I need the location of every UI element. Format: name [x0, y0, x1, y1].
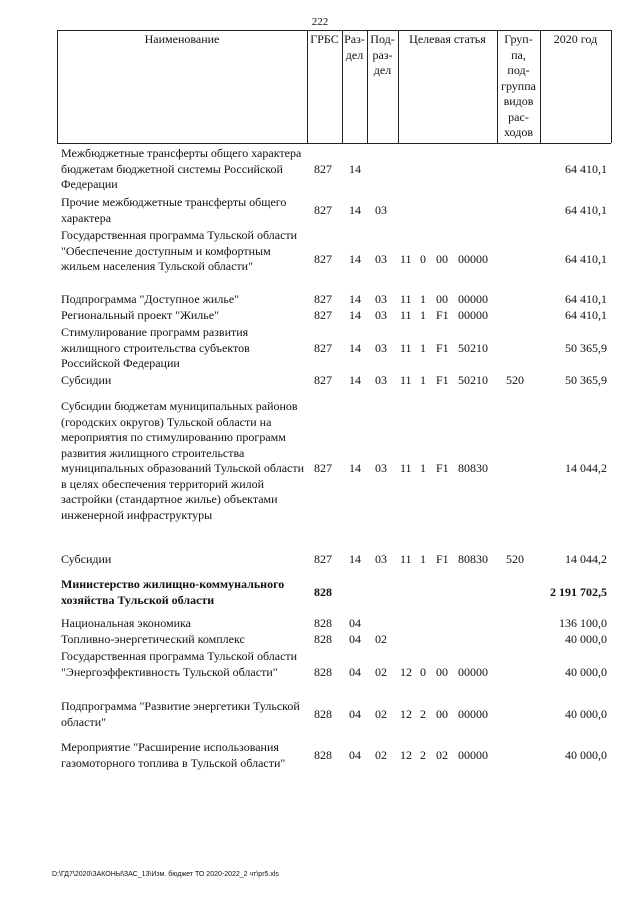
row-name: Региональный проект "Жилье": [61, 308, 219, 322]
row-rz: 14: [349, 162, 361, 176]
row-grbs: 827: [314, 162, 332, 176]
row-name: Государственная программа Тульской области "Энергоэффективность Тульской области": [61, 649, 298, 679]
row-t4: 00000: [458, 252, 488, 266]
row-pr: 03: [375, 252, 387, 266]
row-rz: 14: [349, 373, 361, 387]
row-rz: 14: [349, 203, 361, 217]
row-t1: 11: [400, 341, 412, 355]
header-razdel: Раз- дел: [344, 32, 365, 62]
row-rz: 14: [349, 292, 361, 306]
row-t1: 12: [400, 665, 412, 679]
row-grbs: 827: [314, 252, 332, 266]
row-t2: 0: [420, 252, 426, 266]
row-rz: 04: [349, 748, 361, 762]
row-pr: 03: [375, 373, 387, 387]
row-pr: 03: [375, 461, 387, 475]
row-t1: 12: [400, 707, 412, 721]
file-path-footer: D:\ГД7\2020\ЗАКОНЫ\ЗАС_13\Изм. бюджет ТО 2020-2022_2 чт\pr5.xls: [52, 871, 279, 878]
row-sum: 40 000,0: [565, 665, 607, 679]
row-t3: 00: [436, 665, 448, 679]
row-name: Субсидии: [61, 552, 112, 566]
row-t4: 00000: [458, 308, 488, 322]
row-t1: 12: [400, 748, 412, 762]
row-t4: 50210: [458, 341, 488, 355]
row-grbs: 827: [314, 552, 332, 566]
row-t3: 02: [436, 748, 448, 762]
row-grbs: 828: [314, 616, 332, 630]
row-grbs: 827: [314, 292, 332, 306]
row-pr: 03: [375, 341, 387, 355]
row-sum: 14 044,2: [565, 552, 607, 566]
row-name: Национальная экономика: [61, 616, 191, 630]
row-name: Подпрограмма "Развитие энергетики Тульской области": [61, 699, 300, 729]
row-pr: 03: [375, 308, 387, 322]
header-grbs: ГРБС: [310, 32, 339, 46]
row-grbs: 828: [314, 585, 332, 599]
page-number: 222: [311, 16, 329, 28]
row-rz: 04: [349, 616, 361, 630]
header-name: Наименование: [144, 32, 220, 46]
row-grbs: 827: [314, 373, 332, 387]
row-grbs: 828: [314, 665, 332, 679]
row-name: Топливно-энергетический комплекс: [61, 632, 245, 646]
row-name: Стимулирование программ развития жилищного строительства субъектов Российской Федерации: [61, 325, 250, 370]
row-grbs: 828: [314, 748, 332, 762]
row-sum: 40 000,0: [565, 748, 607, 762]
row-vr: 520: [506, 373, 524, 387]
row-t2: 1: [420, 373, 426, 387]
row-sum: 14 044,2: [565, 461, 607, 475]
row-grbs: 827: [314, 461, 332, 475]
row-pr: 03: [375, 292, 387, 306]
row-t3: 00: [436, 252, 448, 266]
row-t2: 1: [420, 292, 426, 306]
row-pr: 02: [375, 665, 387, 679]
row-t1: 11: [400, 552, 412, 566]
header-expense-group: Груп- па, под- группа видов рас- ходов: [501, 32, 536, 139]
row-pr: 03: [375, 203, 387, 217]
row-t1: 11: [400, 308, 412, 322]
row-t3: 00: [436, 292, 448, 306]
row-t4: 00000: [458, 665, 488, 679]
row-grbs: 827: [314, 308, 332, 322]
row-sum: 40 000,0: [565, 707, 607, 721]
row-rz: 14: [349, 341, 361, 355]
row-t2: 1: [420, 461, 426, 475]
row-name: Государственная программа Тульской области "Обеспечение доступным и комфортным жильем населения Тульской области": [61, 228, 298, 273]
row-rz: 04: [349, 665, 361, 679]
row-t4: 00000: [458, 748, 488, 762]
row-t1: 11: [400, 373, 412, 387]
header-year: 2020 год: [553, 32, 598, 46]
row-name: Межбюджетные трансферты общего характера бюджетам бюджетной системы Российской Федерации: [61, 146, 302, 191]
row-t4: 80830: [458, 552, 488, 566]
row-t2: 2: [420, 748, 426, 762]
row-rz: 14: [349, 461, 361, 475]
row-t4: 00000: [458, 292, 488, 306]
row-grbs: 828: [314, 632, 332, 646]
header-podrazdel: Под- раз- дел: [370, 32, 395, 77]
row-t2: 1: [420, 308, 426, 322]
row-pr: 02: [375, 707, 387, 721]
row-rz: 14: [349, 252, 361, 266]
row-sum: 64 410,1: [565, 292, 607, 306]
row-grbs: 827: [314, 341, 332, 355]
row-grbs: 827: [314, 203, 332, 217]
row-name: Подпрограмма "Доступное жилье": [61, 292, 240, 306]
row-pr: 03: [375, 552, 387, 566]
row-pr: 02: [375, 632, 387, 646]
row-t1: 11: [400, 252, 412, 266]
row-vr: 520: [506, 552, 524, 566]
header-target-article: Целевая статья: [409, 32, 486, 46]
row-sum: 50 365,9: [565, 373, 607, 387]
header-bottom-rule: [57, 143, 611, 144]
row-t3: F1: [436, 552, 449, 566]
row-t2: 2: [420, 707, 426, 721]
row-sum: 2 191 702,5: [550, 585, 607, 599]
row-t4: 80830: [458, 461, 488, 475]
row-t3: 00: [436, 707, 448, 721]
row-name: Мероприятие "Расширение использования газомоторного топлива в Тульской области": [61, 740, 286, 770]
row-t1: 11: [400, 292, 412, 306]
row-sum: 64 410,1: [565, 308, 607, 322]
row-name: Министерство жилищно-коммунального хозяйства Тульской области: [61, 577, 285, 607]
header-divider: [611, 30, 612, 143]
row-t3: F1: [436, 341, 449, 355]
header-top-rule: [57, 30, 611, 31]
row-rz: 04: [349, 632, 361, 646]
row-t4: 00000: [458, 707, 488, 721]
row-sum: 40 000,0: [565, 632, 607, 646]
row-pr: 02: [375, 748, 387, 762]
row-name: Субсидии бюджетам муниципальных районов (городских округов) Тульской области на мероприятия по стимулированию программ развития жилищного строительства муниципальных образований Тульской области в целях обеспечения территорий жилой застройки (стандартное жилье) объектами инженерной инфраструктуры: [61, 399, 305, 522]
row-t2: 1: [420, 341, 426, 355]
row-t1: 11: [400, 461, 412, 475]
row-t2: 1: [420, 552, 426, 566]
row-t3: F1: [436, 373, 449, 387]
row-sum: 64 410,1: [565, 203, 607, 217]
row-t3: F1: [436, 308, 449, 322]
row-sum: 64 410,1: [565, 252, 607, 266]
row-t2: 0: [420, 665, 426, 679]
row-sum: 50 365,9: [565, 341, 607, 355]
row-name: Прочие межбюджетные трансферты общего характера: [61, 195, 287, 225]
row-rz: 14: [349, 552, 361, 566]
row-sum: 136 100,0: [559, 616, 607, 630]
row-t3: F1: [436, 461, 449, 475]
row-name: Субсидии: [61, 373, 112, 387]
row-sum: 64 410,1: [565, 162, 607, 176]
row-t4: 50210: [458, 373, 488, 387]
row-rz: 04: [349, 707, 361, 721]
row-grbs: 828: [314, 707, 332, 721]
row-rz: 14: [349, 308, 361, 322]
